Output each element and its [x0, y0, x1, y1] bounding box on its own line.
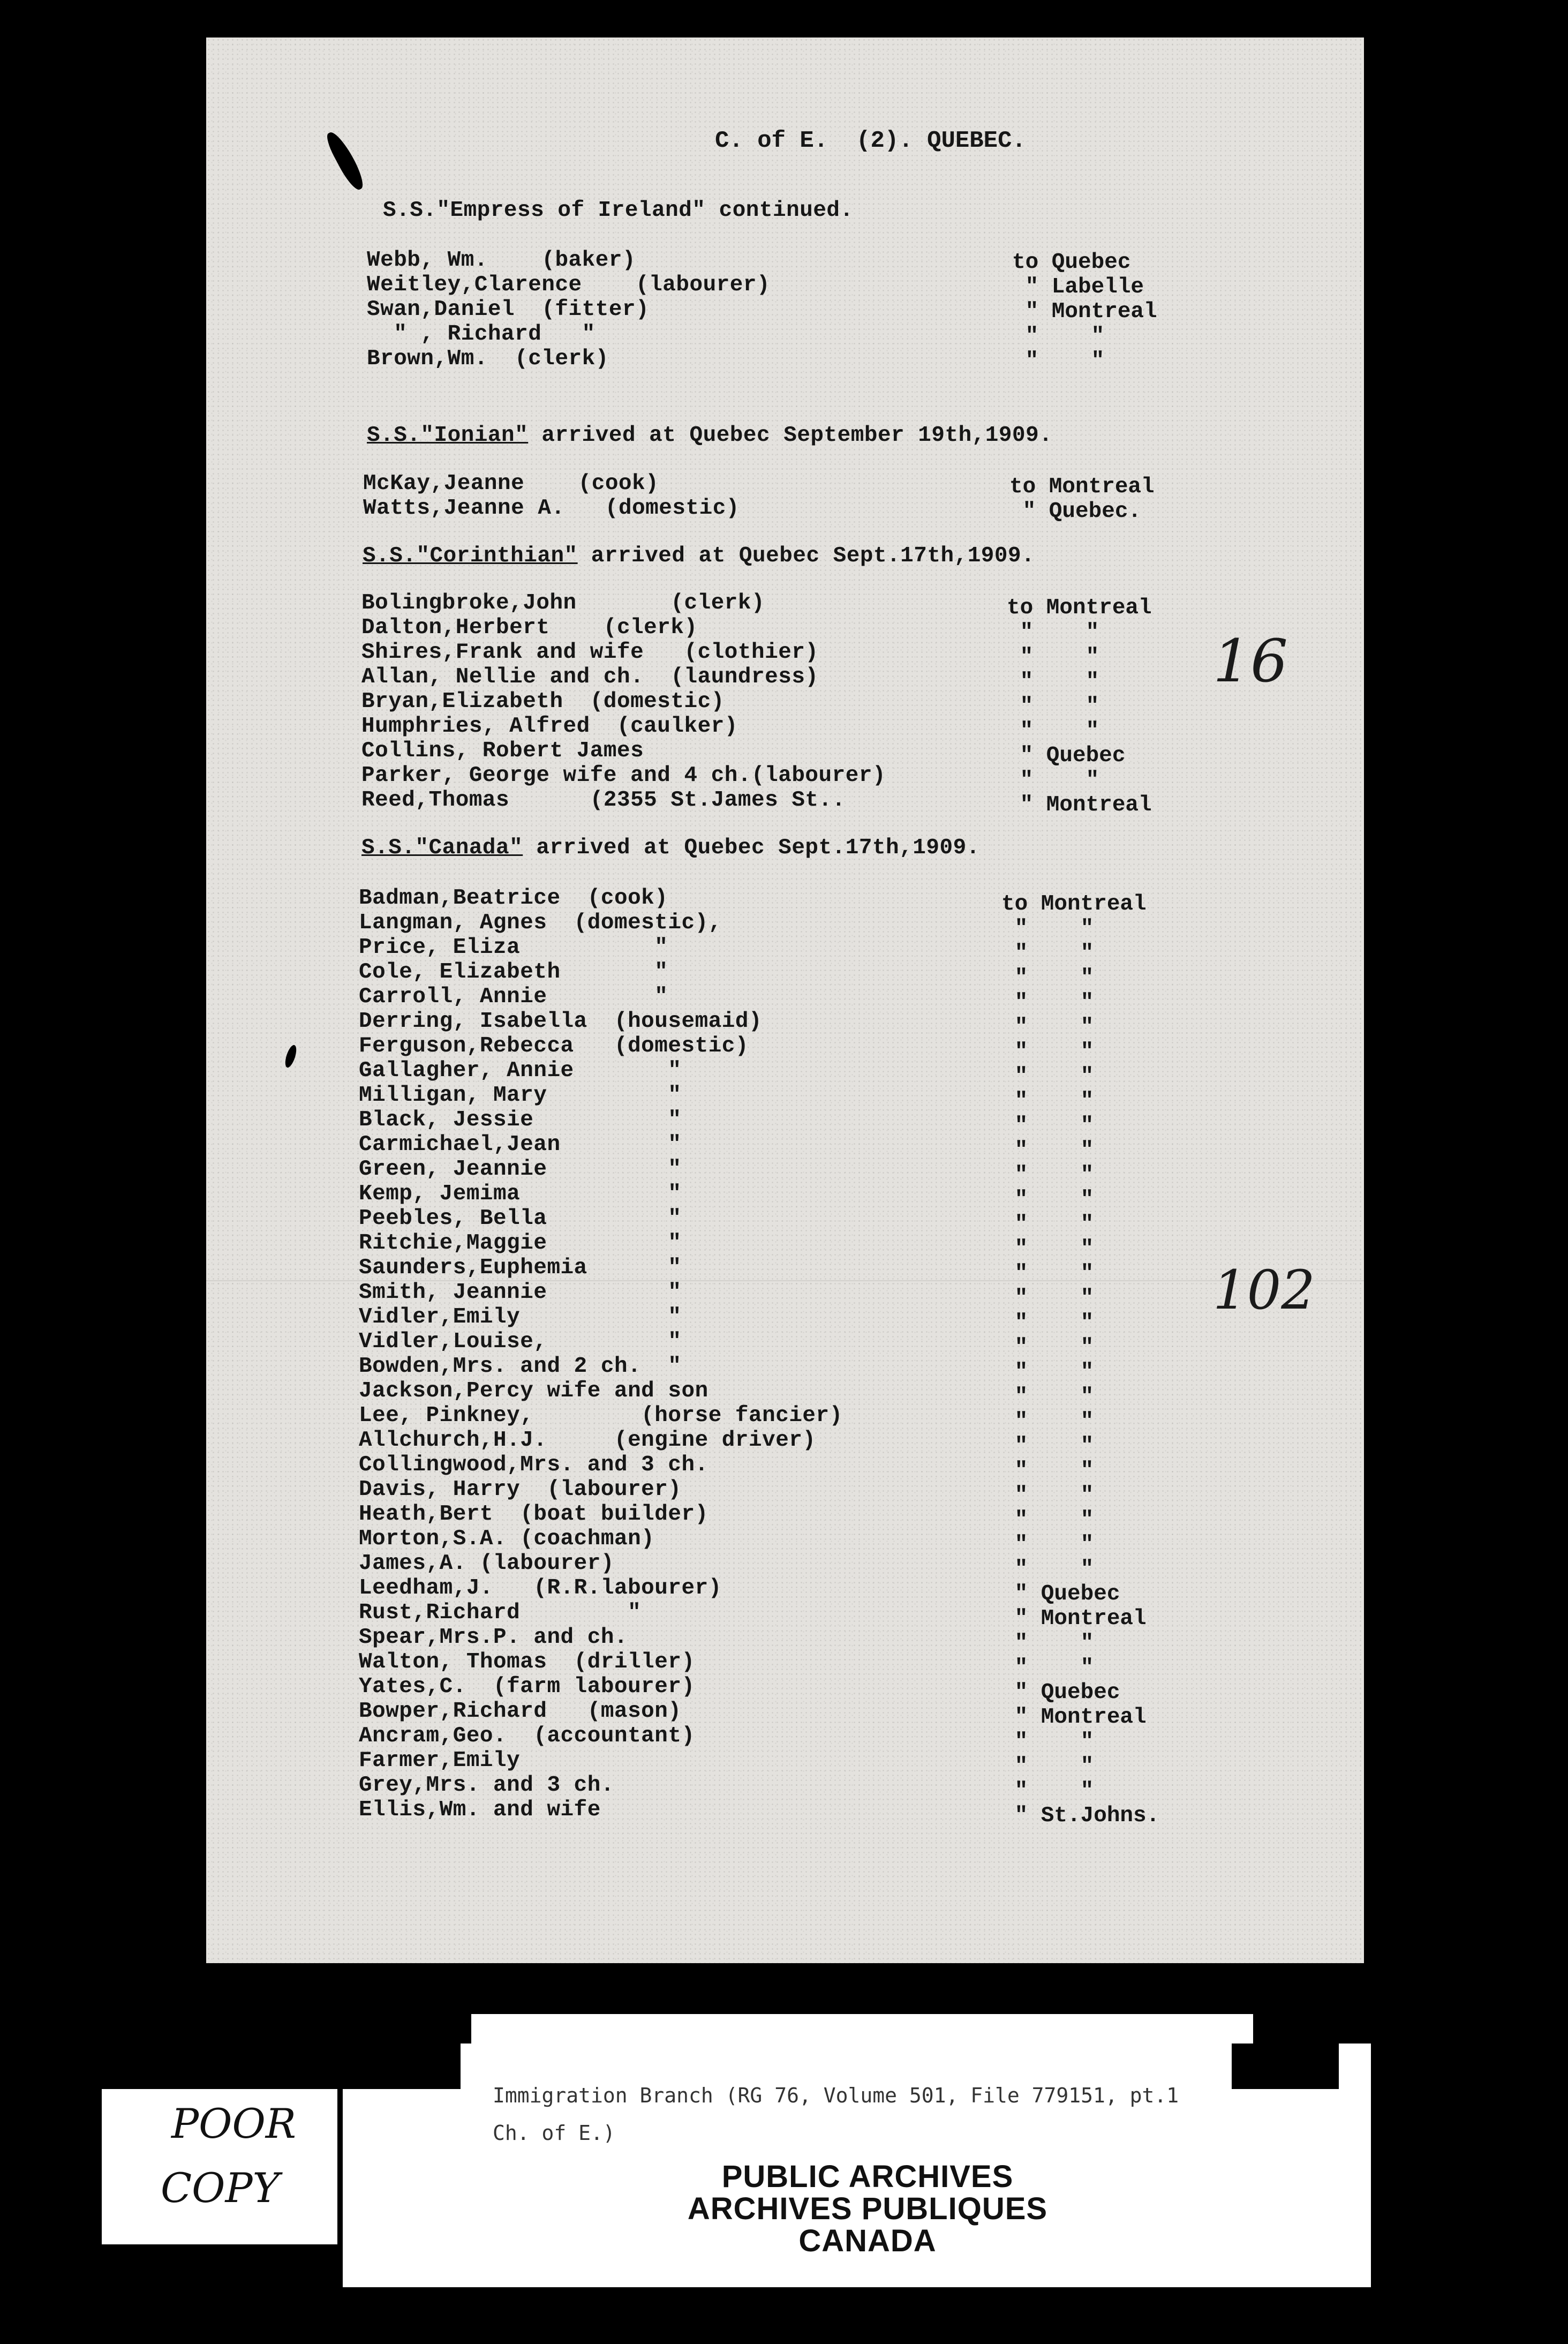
passenger-entry: Jackson,Percy wife and son	[359, 1379, 708, 1403]
passenger-list	[367, 248, 770, 371]
destination-entry: to Montreal	[1009, 475, 1155, 499]
destination-entry: " Labelle	[1012, 275, 1144, 299]
passenger-entry: Bowper,Richard (mason)	[359, 1699, 682, 1724]
destination-entry: " "	[1001, 1237, 1094, 1261]
passenger-entry: Farmer,Emily	[359, 1748, 521, 1773]
poor-copy-label	[102, 2089, 337, 2244]
destination-entry: " "	[1001, 1631, 1094, 1656]
passenger-entry: Peebles, Bella "	[359, 1206, 682, 1231]
destination-entry: " Quebec	[1001, 1582, 1120, 1606]
passenger-list	[359, 886, 843, 1822]
section-heading	[367, 423, 1052, 448]
passenger-entry: Langman, Agnes (domestic),	[359, 911, 722, 935]
arrival-info: arrived at Quebec September 19th,1909.	[528, 423, 1053, 448]
passenger-entry: Collins, Robert James	[361, 739, 644, 763]
destination-entry: " "	[1001, 1754, 1094, 1779]
destination-entry: " "	[1001, 1459, 1094, 1483]
passenger-entry: Leedham,J. (R.R.labourer)	[359, 1576, 722, 1601]
passenger-entry: Vidler,Emily "	[359, 1305, 682, 1329]
passenger-entry: Rust,Richard "	[359, 1601, 642, 1625]
destination-entry: " Montreal	[1001, 1606, 1147, 1631]
passenger-entry: Weitley,Clarence (labourer)	[367, 273, 771, 297]
passenger-entry: Ancram,Geo. (accountant)	[359, 1724, 695, 1748]
passenger-entry: Dalton,Herbert (clerk)	[361, 615, 698, 640]
destination-entry: " "	[1001, 1532, 1094, 1557]
ship-name: S.S."Canada"	[361, 836, 523, 860]
destination-entry: " "	[1001, 1656, 1094, 1680]
arrival-info: arrived at Quebec Sept.17th,1909.	[577, 544, 1035, 568]
destination-entry: " "	[1001, 1188, 1094, 1212]
destination-entry: " "	[1007, 670, 1099, 694]
ship-name: S.S."Corinthian"	[363, 544, 578, 568]
passenger-entry: Yates,C. (farm labourer)	[359, 1674, 695, 1699]
destination-entry: " Montreal	[1012, 299, 1157, 324]
page-damage-mark	[323, 129, 368, 193]
destination-entry: " "	[1001, 1064, 1094, 1089]
destination-entry: " "	[1001, 1557, 1094, 1582]
destination-list	[1012, 250, 1157, 373]
passenger-entry: Ellis,Wm. and wife	[359, 1798, 601, 1822]
passenger-entry: Morton,S.A. (coachman)	[359, 1527, 655, 1551]
passenger-entry: Spear,Mrs.P. and ch.	[359, 1625, 628, 1650]
destination-list	[1009, 475, 1155, 524]
destination-entry: to Quebec	[1012, 250, 1131, 275]
page-damage-mark	[283, 1044, 299, 1069]
destination-entry: " "	[1001, 1779, 1094, 1804]
passenger-entry: Price, Eliza "	[359, 935, 668, 960]
destination-entry: " "	[1001, 1212, 1094, 1237]
section-heading	[363, 544, 1035, 568]
passenger-entry: Humphries, Alfred (caulker)	[361, 714, 738, 739]
passenger-entry: Allan, Nellie and ch. (laundress)	[361, 665, 819, 689]
page-title: C. of E. (2). QUEBEC.	[715, 127, 1026, 154]
passenger-entry: " , Richard "	[367, 322, 595, 347]
passenger-entry: Swan,Daniel (fitter)	[367, 297, 650, 322]
destination-entry: " "	[1001, 941, 1094, 966]
passenger-entry: Bowden,Mrs. and 2 ch. "	[359, 1354, 682, 1379]
passenger-entry: Webb, Wm. (baker)	[367, 248, 636, 273]
destination-entry: " "	[1001, 1015, 1094, 1040]
destination-entry: " Quebec	[1007, 743, 1126, 768]
label-notch	[1232, 2044, 1339, 2089]
destination-entry: " "	[1001, 1508, 1094, 1532]
destination-entry: " "	[1007, 645, 1099, 670]
passenger-entry: Ferguson,Rebecca (domestic)	[359, 1034, 749, 1058]
destination-entry: " "	[1001, 1114, 1094, 1138]
destination-entry: " "	[1007, 694, 1099, 719]
passenger-entry: Ritchie,Maggie "	[359, 1231, 682, 1256]
passenger-entry: Walton, Thomas (driller)	[359, 1650, 695, 1674]
passenger-entry: Davis, Harry (labourer)	[359, 1477, 682, 1502]
label-notch	[343, 2044, 461, 2089]
destination-entry: " "	[1001, 1385, 1094, 1409]
passenger-entry: Derring, Isabella (housemaid)	[359, 1009, 763, 1034]
passenger-entry: Carmichael,Jean "	[359, 1132, 682, 1157]
handwritten-note: 102	[1213, 1259, 1315, 1321]
passenger-list	[363, 471, 740, 521]
destination-entry: " "	[1001, 1311, 1094, 1335]
passenger-entry: Bolingbroke,John (clerk)	[361, 591, 765, 615]
destination-entry: " Montreal	[1001, 1705, 1147, 1730]
destination-entry: " "	[1007, 768, 1099, 793]
destination-entry: " "	[1001, 966, 1094, 990]
passenger-entry: Cole, Elizabeth "	[359, 960, 668, 985]
passenger-entry: Parker, George wife and 4 ch.(labourer)	[361, 763, 886, 788]
passenger-entry: Collingwood,Mrs. and 3 ch.	[359, 1453, 708, 1477]
destination-entry: " "	[1001, 1040, 1094, 1064]
passenger-entry: Black, Jessie "	[359, 1108, 682, 1132]
reference-line: Immigration Branch (RG 76, Volume 501, File 779151, pt.1	[493, 2084, 1179, 2107]
passenger-entry: Bryan,Elizabeth (domestic)	[361, 689, 725, 714]
destination-list	[1001, 892, 1159, 1828]
document-page	[206, 37, 1364, 1963]
destination-entry: " Quebec.	[1009, 499, 1142, 524]
destination-entry: to Montreal	[1001, 892, 1147, 916]
destination-entry: " Montreal	[1007, 793, 1152, 817]
passenger-entry: Carroll, Annie "	[359, 985, 668, 1009]
archives-name-en: PUBLIC ARCHIVES	[721, 2159, 1014, 2194]
passenger-entry: Green, Jeannie "	[359, 1157, 682, 1182]
section-heading	[361, 836, 980, 860]
destination-entry: " "	[1012, 324, 1105, 349]
handwritten-note: 16	[1213, 627, 1288, 695]
passenger-entry: Smith, Jeannie "	[359, 1280, 682, 1305]
destination-entry: " "	[1001, 1138, 1094, 1163]
destination-entry: " "	[1001, 1261, 1094, 1286]
destination-entry: " "	[1001, 1409, 1094, 1434]
passenger-entry: Gallagher, Annie "	[359, 1058, 682, 1083]
poor-copy-text: COPY	[161, 2164, 280, 2212]
destination-list	[1007, 596, 1152, 817]
destination-entry: to Montreal	[1007, 596, 1152, 620]
reference-line: Ch. of E.)	[493, 2121, 615, 2145]
passenger-entry: Lee, Pinkney, (horse fancier)	[359, 1403, 843, 1428]
passenger-entry: Watts,Jeanne A. (domestic)	[363, 496, 740, 521]
passenger-entry: McKay,Jeanne (cook)	[363, 471, 659, 496]
destination-entry: " "	[1001, 1730, 1094, 1754]
passenger-entry: Heath,Bert (boat builder)	[359, 1502, 708, 1527]
passenger-entry: Reed,Thomas (2355 St.James St..	[361, 788, 846, 813]
passenger-entry: Allchurch,H.J. (engine driver)	[359, 1428, 816, 1453]
destination-entry: " "	[1001, 1434, 1094, 1459]
passenger-entry: Brown,Wm. (clerk)	[367, 347, 609, 371]
passenger-list	[361, 591, 886, 813]
destination-entry: " "	[1001, 1335, 1094, 1360]
destination-entry: " "	[1007, 719, 1099, 743]
destination-entry: " "	[1012, 349, 1105, 373]
destination-entry: " St.Johns.	[1001, 1804, 1160, 1828]
destination-entry: " "	[1001, 1163, 1094, 1188]
destination-entry: " "	[1007, 620, 1099, 645]
passenger-entry: Badman,Beatrice (cook)	[359, 886, 668, 911]
destination-entry: " Quebec	[1001, 1680, 1120, 1705]
arrival-info: arrived at Quebec Sept.17th,1909.	[523, 836, 980, 860]
passenger-entry: James,A. (labourer)	[359, 1551, 614, 1576]
destination-entry: " "	[1001, 1089, 1094, 1114]
passenger-entry: Kemp, Jemima "	[359, 1182, 682, 1206]
archives-name-fr: ARCHIVES PUBLIQUES	[687, 2191, 1048, 2226]
passenger-entry: Grey,Mrs. and 3 ch.	[359, 1773, 614, 1798]
passenger-entry: Saunders,Euphemia "	[359, 1256, 682, 1280]
poor-copy-text: POOR	[171, 2100, 296, 2147]
destination-entry: " "	[1001, 916, 1094, 941]
passenger-entry: Vidler,Louise, "	[359, 1329, 682, 1354]
destination-entry: " "	[1001, 1360, 1094, 1385]
ship-name: S.S."Ionian"	[367, 423, 529, 448]
passenger-entry: Shires,Frank and wife (clothier)	[361, 640, 819, 665]
destination-entry: " "	[1001, 1483, 1094, 1508]
destination-entry: " "	[1001, 990, 1094, 1015]
archives-country: CANADA	[798, 2223, 937, 2258]
destination-entry: " "	[1001, 1286, 1094, 1311]
passenger-entry: Milligan, Mary "	[359, 1083, 682, 1108]
section-heading: S.S."Empress of Ireland" continued.	[383, 198, 854, 223]
